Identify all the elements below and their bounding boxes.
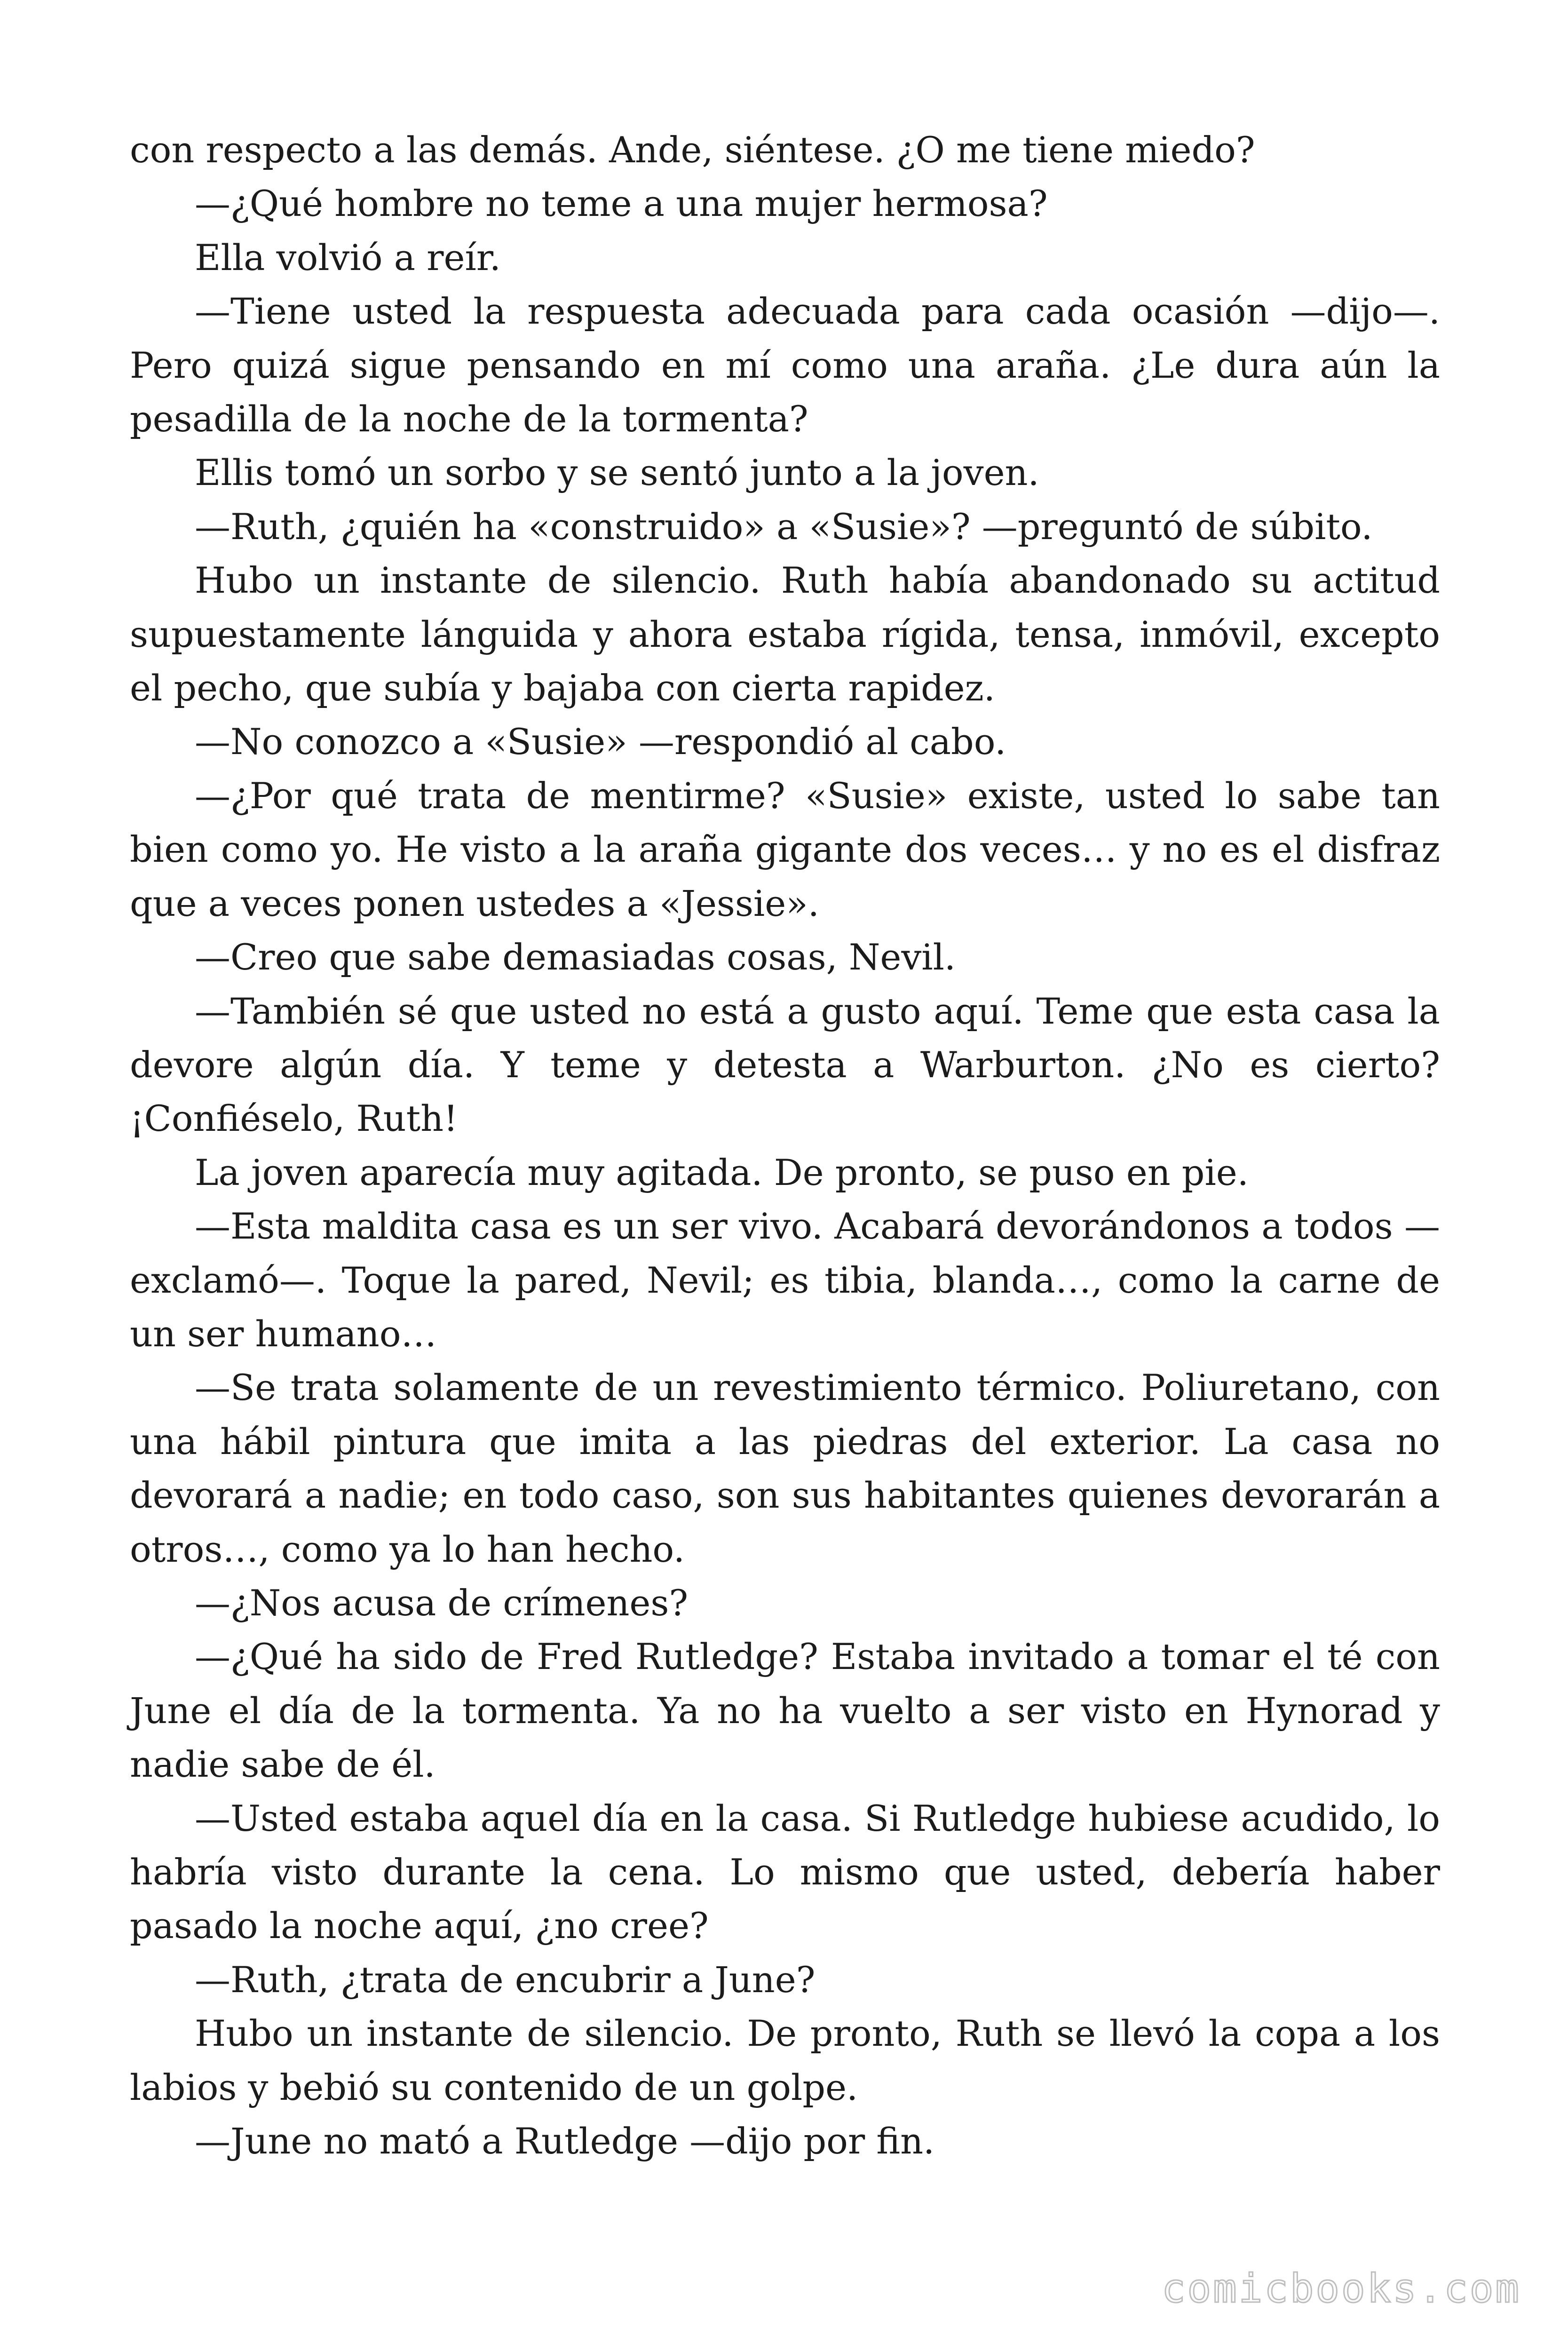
paragraph: —Creo que sabe demasiadas cosas, Nevil. [195, 936, 956, 978]
paragraph: —Usted estaba aquel día en la casa. Si Rutledge hubiese acudido, lo habría visto durante la cena. Lo mismo que usted, debería haber pasado la noche aquí, ¿no cree? [130, 1797, 1440, 1947]
paragraph: —Ruth, ¿quién ha «construido» a «Susie»? —preguntó de súbito. [195, 505, 1373, 548]
paragraph: —Esta maldita casa es un ser vivo. Acabará devorándonos a todos —exclamó—. Toque la pared, Nevil; es tibia, blanda…, como la carne de un ser humano… [130, 1205, 1440, 1355]
paragraph: La joven aparecía muy agitada. De pronto, se puso en pie. [195, 1151, 1249, 1193]
paragraph: —June no mató a Rutledge —dijo por fin. [195, 2120, 935, 2162]
watermark: comicbooks.com [1161, 2265, 1521, 2312]
paragraph: Ellis tomó un sorbo y se sentó junto a la joven. [195, 452, 1039, 494]
paragraph: —Tiene usted la respuesta adecuada para cada ocasión —dijo—. Pero quizá sigue pensando en mí como una araña. ¿Le dura aún la pesadilla de la noche de la tormenta? [130, 290, 1440, 440]
paragraph: —¿Qué ha sido de Fred Rutledge? Estaba invitado a tomar el té con June el día de la tormenta. Ya no ha vuelto a ser visto en Hynorad y nadie sabe de él. [130, 1636, 1440, 1786]
paragraph: Ella volvió a reír. [195, 236, 501, 278]
paragraph: con respecto a las demás. Ande, siéntese. ¿O me tiene miedo? [130, 129, 1255, 171]
paragraph: —También sé que usted no está a gusto aquí. Teme que esta casa la devore algún día. Y teme y detesta a Warburton. ¿No es cierto? ¡Confiéselo, Ruth! [130, 990, 1440, 1140]
paragraph: —¿Qué hombre no teme a una mujer hermosa? [195, 183, 1048, 225]
paragraph: —Se trata solamente de un revestimiento térmico. Poliuretano, con una hábil pintura que imita a las piedras del exterior. La casa no devorará a nadie; en todo caso, son sus habitantes quienes devorarán a otros…, como ya lo han hecho. [130, 1367, 1440, 1570]
paragraph: Hubo un instante de silencio. De pronto, Ruth se llevó la copa a los labios y bebió su contenido de un golpe. [130, 2012, 1440, 2108]
paragraph: —No conozco a «Susie» —respondió al cabo. [195, 721, 1006, 763]
paragraph: —¿Por qué trata de mentirme? «Susie» existe, usted lo sabe tan bien como yo. He visto a la araña gigante dos veces… y no es el disfraz que a veces ponen ustedes a «Jessie». [130, 774, 1440, 924]
paragraph: —Ruth, ¿trata de encubrir a June? [195, 1958, 816, 2001]
body-text [130, 123, 1440, 2168]
paragraph: —¿Nos acusa de crímenes? [195, 1581, 689, 1624]
paragraph: Hubo un instante de silencio. Ruth había abandonado su actitud supuestamente lánguida y ahora estaba rígida, tensa, inmóvil, excepto el pecho, que subía y bajaba con cierta rapidez. [130, 559, 1440, 709]
